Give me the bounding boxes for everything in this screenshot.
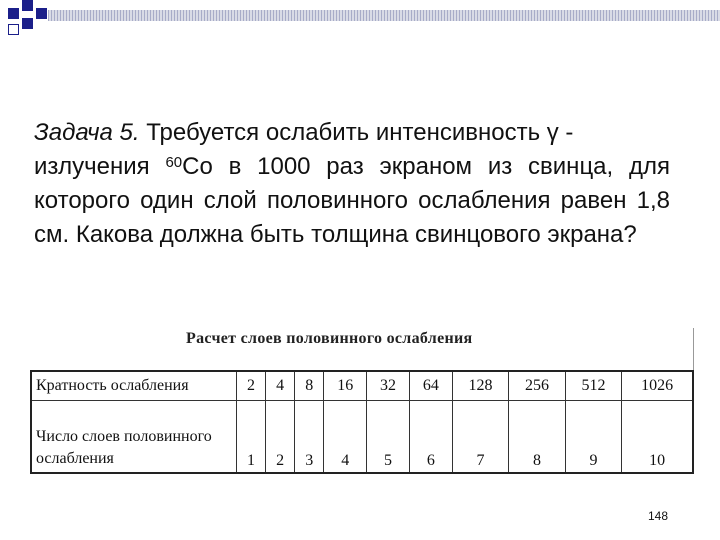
- table-cell: 2: [266, 401, 295, 474]
- decorative-top-bar: [48, 10, 720, 21]
- row-label-attenuation: Кратность ослабления: [31, 371, 237, 401]
- corner-square-icon: [36, 8, 47, 19]
- table-cell: 32: [367, 371, 410, 401]
- half-value-layer-table: [30, 370, 694, 474]
- isotope-mass-number: 60: [165, 154, 183, 171]
- table-cell: 64: [409, 371, 452, 401]
- page-number: 148: [648, 509, 669, 523]
- table-cell: 16: [324, 371, 367, 401]
- table-cell: 1026: [622, 371, 693, 401]
- table-cell: 6: [409, 401, 452, 474]
- corner-square-icon: [22, 0, 33, 11]
- table-cell: 8: [509, 401, 566, 474]
- corner-square-icon: [22, 18, 33, 29]
- table-cell: 3: [295, 401, 324, 474]
- table-cell: 1: [237, 401, 266, 474]
- table-cell: 8: [295, 371, 324, 401]
- table-cell: 4: [324, 401, 367, 474]
- table-cell: 256: [509, 371, 566, 401]
- table-cell: 10: [622, 401, 693, 474]
- table-cell: 9: [565, 401, 622, 474]
- table-cell: 7: [452, 401, 509, 474]
- corner-square-outline-icon: [8, 24, 19, 35]
- table-row: [31, 401, 693, 474]
- table-row: [31, 371, 693, 401]
- task-line1: Требуется ослабить интенсивность γ -: [139, 119, 574, 146]
- table-cell: 5: [367, 401, 410, 474]
- task-text: [34, 116, 670, 252]
- task-body: Co в 1000 раз экраном из свинца, для которого один слой половинного ослабления равен 1,8 см. Какова должна быть толщина свинцового экрана?: [34, 153, 670, 248]
- table-cell: 4: [266, 371, 295, 401]
- table-title: Расчет слоев половинного ослабления: [186, 330, 473, 347]
- table-cell: 2: [237, 371, 266, 401]
- table-cell: 512: [565, 371, 622, 401]
- table-cell: 128: [452, 371, 509, 401]
- corner-square-icon: [8, 8, 19, 19]
- task-line2-start: излучения: [34, 153, 166, 180]
- row-label-layers: Число слоев половинного ослабления: [31, 401, 237, 474]
- task-lead: Задача 5.: [34, 119, 140, 146]
